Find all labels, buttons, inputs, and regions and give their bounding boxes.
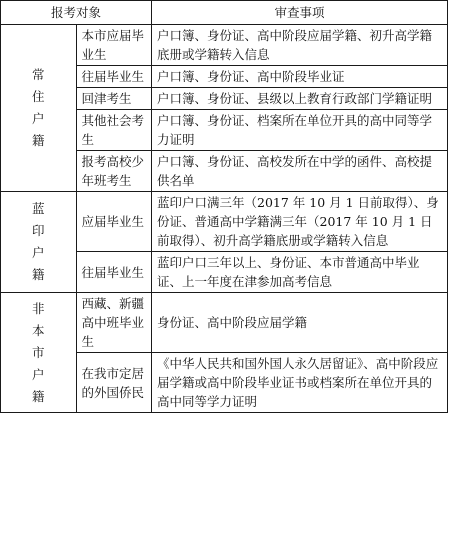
- table-row: [1, 192, 448, 252]
- category-label: 蓝印户籍: [31, 201, 45, 282]
- requirements-cell: 蓝印户口三年以上、身份证、本市普通高中毕业证、上一年度在津参加高考信息: [152, 252, 448, 293]
- exam-object-cell: 应届毕业生: [76, 192, 152, 252]
- table-row: [1, 25, 448, 66]
- header-review-items: 审查事项: [152, 1, 448, 25]
- exam-object-cell: 回津考生: [76, 88, 152, 110]
- category-label: 非本市户籍: [31, 300, 45, 404]
- header-exam-object: 报考对象: [1, 1, 152, 25]
- requirements-cell: 蓝印户口满三年（2017 年 10 月 1 日前取得）、身份证、普通高中学籍满三年（2017 年 10 月 1 日前取得）、初升高学籍底册或学籍转入信息: [152, 192, 448, 252]
- category-cell: [1, 25, 77, 192]
- category-cell: [1, 192, 77, 293]
- exam-object-cell: 其他社会考生: [76, 110, 152, 151]
- requirements-cell: 户口簿、身份证、高校发所在中学的函件、高校提供名单: [152, 151, 448, 192]
- table-header-row: [1, 1, 448, 25]
- requirements-cell: 户口簿、身份证、高中阶段应届学籍、初升高学籍底册或学籍转入信息: [152, 25, 448, 66]
- table-row: [1, 293, 448, 353]
- requirements-cell: 户口簿、身份证、高中阶段毕业证: [152, 66, 448, 88]
- exam-object-cell: 往届毕业生: [76, 252, 152, 293]
- requirements-cell: 户口簿、身份证、档案所在单位开具的高中同等学力证明: [152, 110, 448, 151]
- requirements-cell: 《中华人民共和国外国人永久居留证》、高中阶段应届学籍或高中阶段毕业证书或档案所在单位开具的高中同等学力证明: [152, 353, 448, 413]
- exam-object-cell: 报考高校少年班考生: [76, 151, 152, 192]
- exam-object-cell: 往届毕业生: [76, 66, 152, 88]
- requirements-cell: 身份证、高中阶段应届学籍: [152, 293, 448, 353]
- category-cell: [1, 293, 77, 413]
- category-label: 常住户籍: [31, 67, 45, 148]
- exam-object-cell: 在我市定居的外国侨民: [76, 353, 152, 413]
- requirements-cell: 户口簿、身份证、县级以上教育行政部门学籍证明: [152, 88, 448, 110]
- exam-object-cell: 本市应届毕业生: [76, 25, 152, 66]
- exam-object-cell: 西藏、新疆高中班毕业生: [76, 293, 152, 353]
